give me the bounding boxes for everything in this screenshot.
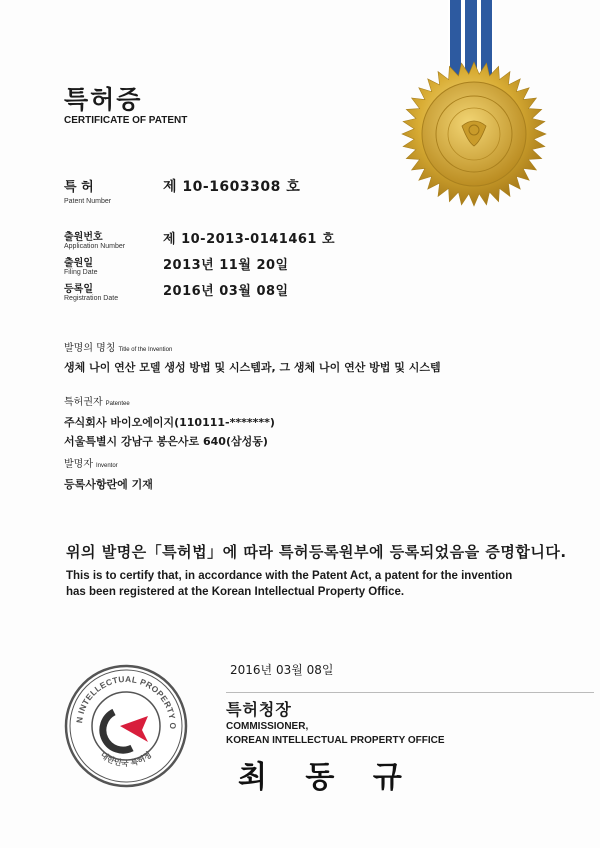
- certificate-title-ko: 특허증: [64, 85, 143, 114]
- gold-medal: [400, 60, 548, 208]
- patent-number-label: [64, 176, 111, 205]
- filing-date-label-en: Filing Date: [64, 269, 98, 276]
- invention-section: [64, 336, 441, 375]
- patent-number-label-en: Patent Number: [64, 198, 112, 205]
- issue-date: 2016년 03월 08일: [230, 663, 334, 677]
- patentee-label-en: Patentee: [105, 401, 130, 407]
- patentee-label-ko: 특허권자: [64, 397, 103, 408]
- seal-text-bottom: 대한민국 특허청: [98, 750, 154, 768]
- inventor-label-ko: 발명자: [64, 459, 93, 470]
- filing-date-label: [64, 254, 97, 276]
- invention-title: 생체 나이 연산 모델 생성 방법 및 시스템과, 그 생체 나이 연산 방법 및 시스템: [64, 361, 441, 374]
- certification-text-en-line2: has been registered at the Korean Intellectual Property Office.: [66, 586, 405, 598]
- registration-date-label-en: Registration Date: [64, 295, 119, 302]
- registration-date-value: 2016년 03월 08일: [163, 284, 289, 299]
- inventor-text: 등록사항란에 기재: [64, 478, 153, 491]
- certification-text-ko: 위의 발명은「특허법」에 따라 특허등록원부에 등록되었음을 증명합니다.: [66, 543, 567, 561]
- inventor-section: [64, 452, 153, 492]
- certification-text-en-line1: This is to certify that, in accordance with the Patent Act, a patent for the invention: [66, 570, 513, 582]
- commissioner-title-en-line2: KOREAN INTELLECTUAL PROPERTY OFFICE: [226, 735, 445, 746]
- commissioner-signature: 최 동 규: [238, 760, 416, 795]
- invention-label-ko: 발명의 명칭: [64, 343, 116, 354]
- commissioner-title-en-line1: COMMISSIONER,: [226, 721, 309, 732]
- inventor-label-en: Inventor: [95, 463, 118, 469]
- commissioner-divider: [226, 692, 594, 693]
- certificate-title-en: CERTIFICATE OF PATENT: [64, 115, 188, 126]
- application-number-label-ko: 출원번호: [64, 232, 103, 243]
- patent-number-value: 제 10-1603308 호: [163, 179, 301, 195]
- patentee-section: [64, 390, 275, 449]
- application-number-value: 제 10-2013-0141461 호: [163, 232, 336, 247]
- filing-date-label-ko: 출원일: [64, 258, 93, 269]
- filing-date-value: 2013년 11월 20일: [163, 258, 289, 273]
- patent-number-label-ko: 특 허: [64, 180, 94, 195]
- application-number-label-en: Application Number: [64, 243, 126, 250]
- kipo-seal: [62, 662, 190, 790]
- patentee-name: 주식회사 바이오에이지(110111-*******): [64, 416, 275, 429]
- patentee-address: 서울특별시 강남구 봉은사로 640(삼성동): [64, 435, 268, 448]
- seal-text-top: N INTELLECTUAL PROPERTY O: [74, 673, 179, 730]
- application-number-label: [64, 228, 125, 250]
- registration-date-label: [64, 280, 118, 302]
- registration-date-label-ko: 등록일: [64, 284, 93, 295]
- invention-label-en: Title of the Invention: [118, 347, 173, 353]
- commissioner-title-ko: 특허청장: [226, 700, 292, 719]
